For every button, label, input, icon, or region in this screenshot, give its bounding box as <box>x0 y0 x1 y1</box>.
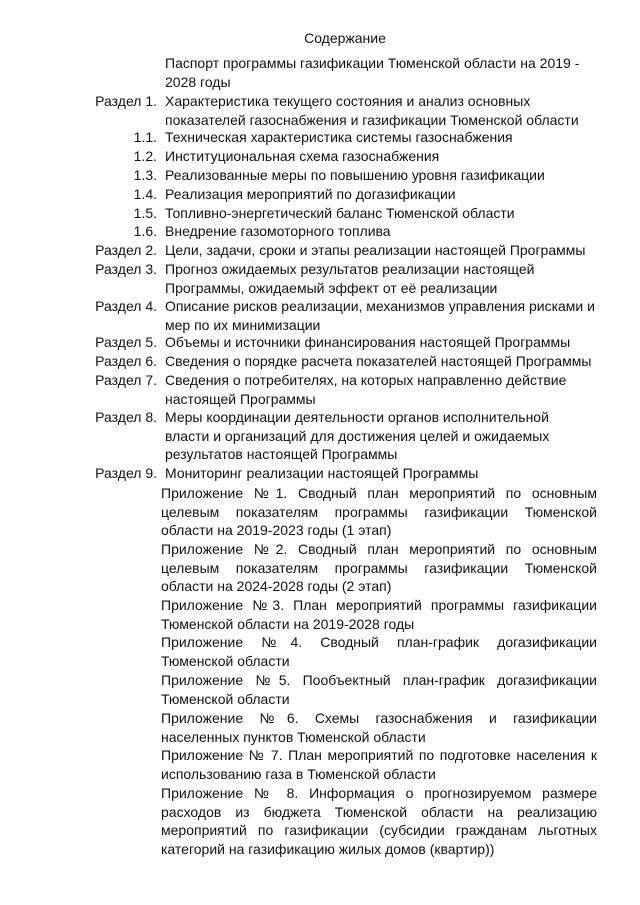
toc-entry-text: Мониторинг реализации настоящей Программы <box>165 465 479 481</box>
toc-entry-number: 1.2. <box>133 148 157 164</box>
toc-entry-text: Характеристика текущего состояния и анализ основных показателей газоснабжения и газификации Тюменской области <box>165 93 579 128</box>
toc-appendix-text: Приложение №1. Сводный план мероприятий по основным целевым показателям программы газификации Тюменской области на 2019-2023 годы (1 этап) <box>161 485 597 538</box>
toc-entry-text: Объемы и источники финансирования настоящей Программы <box>165 334 571 350</box>
toc-entry-number: Раздел 5. <box>95 334 157 350</box>
toc-appendix-text: Приложение №4. Сводный план-график догазификации Тюменской области <box>161 634 597 669</box>
toc-entry-text: Реализация мероприятий по догазификации <box>165 186 456 202</box>
toc-appendix-text: Приложение № 7. План мероприятий по подготовке населения к использованию газа в Тюменской области <box>161 747 597 782</box>
toc-entry-text: Институциональная схема газоснабжения <box>165 148 440 164</box>
toc-entry-text: Цели, задачи, сроки и этапы реализации настоящей Программы <box>165 242 586 258</box>
toc-entry-text: Реализованные меры по повышению уровня газификации <box>165 167 545 183</box>
toc-entry-text: Паспорт программы газификации Тюменской области на 2019 - 2028 годы <box>165 55 580 90</box>
toc-entry-text: Прогноз ожидаемых результатов реализации настоящей Программы, ожидаемый эффект от её реализации <box>165 261 535 296</box>
toc-entry-number: 1.6. <box>133 223 157 239</box>
toc-entry-text: Топливно-энергетический баланс Тюменской области <box>165 205 515 221</box>
toc-entry-text: Меры координации деятельности органов исполнительной власти и организаций для достижения целей и ожидаемых результатов настоящей Программы <box>165 409 550 462</box>
toc-entry-text: Сведения о порядке расчета показателей настоящей Программы <box>165 353 592 369</box>
toc-entry-number: 1.5. <box>133 205 157 221</box>
toc-entry-text: Техническая характеристика системы газоснабжения <box>165 129 513 145</box>
toc-entry-number: Раздел 4. <box>95 298 157 314</box>
toc-entry-number: Раздел 6. <box>95 353 157 369</box>
toc-entry-number: 1.4. <box>133 186 157 202</box>
toc-entry-number: Раздел 3. <box>95 261 157 277</box>
page-title: Содержание <box>304 30 386 46</box>
toc-appendix-text: Приложение № 8. Информация о прогнозируемом размере расходов из бюджета Тюменской области на реализацию мероприятий по газификации (субсидии гражданам льготных категорий на газификацию жилых домов (квартир)) <box>161 785 597 857</box>
toc-entry-number: 1.1. <box>133 129 157 145</box>
toc-entry-text: Описание рисков реализации, механизмов управления рисками и мер по их минимизации <box>165 298 595 333</box>
toc-appendix-text: Приложение №3. План мероприятий программы газификации Тюменской области на 2019-2028 годы <box>161 597 597 632</box>
toc-appendix-text: Приложение №6. Схемы газоснабжения и газификации населенных пунктов Тюменской области <box>161 710 597 745</box>
toc-entry-number: 1.3. <box>133 167 157 183</box>
toc-entry-number: Раздел 1. <box>95 93 157 109</box>
toc-appendix-text: Приложение №5. Пообъектный план-график догазификации Тюменской области <box>161 672 597 707</box>
toc-appendix-text: Приложение №2. Сводный план мероприятий по основным целевым показателям программы газификации Тюменской области на 2024-2028 годы (2 этап) <box>161 541 597 594</box>
toc-entry-number: Раздел 2. <box>95 242 157 258</box>
toc-entry-text: Сведения о потребителях, на которых направленно действие настоящей Программы <box>165 372 567 407</box>
toc-entry-number: Раздел 8. <box>95 409 157 425</box>
toc-entry-number: Раздел 7. <box>95 372 157 388</box>
toc-entry-text: Внедрение газомоторного топлива <box>165 223 391 239</box>
toc-entry-number: Раздел 9. <box>95 465 157 481</box>
